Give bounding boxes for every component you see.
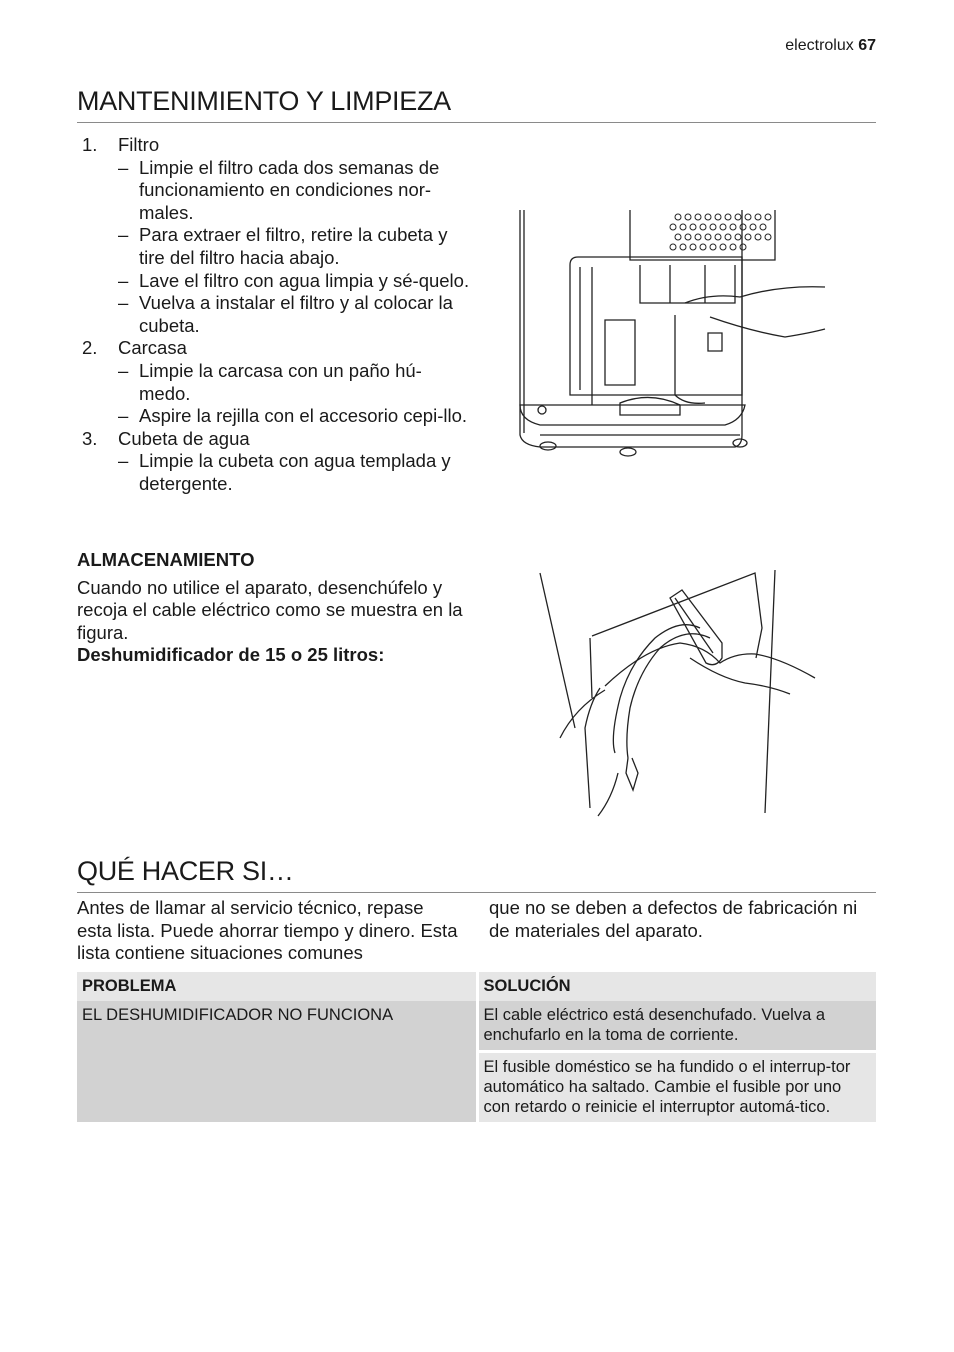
column-header-solution: SOLUCIÓN: [477, 972, 876, 1001]
list-item: – Lave el filtro con agua limpia y sé-quelo.: [118, 269, 470, 291]
bullet-text: Aspire la rejilla con el accesorio cepi-llo.: [139, 405, 468, 427]
bullet-text: Vuelva a instalar el filtro y al colocar la cubeta.: [139, 292, 453, 336]
storage-note: Deshumidificador de 15 o 25 litros:: [77, 644, 385, 666]
item-label: Filtro: [118, 134, 160, 155]
storage-heading: ALMACENAMIENTO: [77, 549, 255, 570]
troubleshooting-table: [77, 972, 876, 1122]
table-row: [77, 1001, 876, 1052]
intro-right: que no se deben a defectos de fabricación ni de materiales del aparato.: [489, 897, 858, 941]
list-item: – Limpie el filtro cada dos semanas de funcionamiento en condiciones nor-males.: [118, 156, 440, 223]
section-divider: [77, 122, 876, 123]
page-number: 67: [858, 37, 876, 54]
table-header-row: [77, 972, 876, 1001]
section-title-maintenance: MANTENIMIENTO Y LIMPIEZA: [77, 86, 451, 116]
list-item: – Limpie la cubeta con agua templada y detergente.: [118, 450, 451, 494]
maintenance-list: [77, 134, 472, 496]
item-number: 1.: [82, 134, 98, 155]
maintenance-item-filter: [77, 134, 472, 337]
bullet-text: Limpie la cubeta con agua templada y detergente.: [139, 450, 451, 494]
problem-cell: EL DESHUMIDIFICADOR NO FUNCIONA: [77, 1001, 477, 1122]
maintenance-item-water-tank: [77, 428, 472, 496]
item-number: 2.: [82, 337, 98, 359]
item-label: Cubeta de agua: [118, 427, 250, 449]
column-header-problem: PROBLEMA: [77, 972, 477, 1001]
list-item: – Limpie la carcasa con un paño hú-medo.: [118, 359, 422, 404]
bullet-text: Lave el filtro con agua limpia y sé-quelo.: [139, 269, 470, 291]
intro-left: Antes de llamar al servicio técnico, repase esta lista. Puede ahorrar tiempo y dinero. Esta lista contiene situaciones comunes: [77, 897, 458, 964]
filter-removal-illustration: [510, 205, 830, 465]
section-title-troubleshooting: QUÉ HACER SI…: [77, 856, 294, 886]
maintenance-item-housing: [77, 337, 472, 427]
item-label: Carcasa: [118, 337, 187, 359]
bullet-text: Para extraer el filtro, retire la cubeta y tire del filtro hacia abajo.: [139, 224, 448, 268]
cable-storage-illustration: [530, 568, 830, 823]
bullet-text: Limpie la carcasa con un paño hú-medo.: [139, 359, 422, 404]
bullet-text: Limpie el filtro cada dos semanas de funcionamiento en condiciones nor-males.: [139, 156, 440, 223]
item-number: 3.: [82, 427, 98, 449]
storage-text: Cuando no utilice el aparato, desenchúfelo y recoja el cable eléctrico como se muestra en la figura.: [77, 576, 463, 643]
brand-name: electrolux: [785, 37, 854, 54]
page-header: [785, 37, 876, 55]
storage-section: [77, 549, 477, 667]
solution-cell: El cable eléctrico está desenchufado. Vuelva a enchufarlo en la toma de corriente.: [477, 1001, 876, 1052]
list-item: – Para extraer el filtro, retire la cubeta y tire del filtro hacia abajo.: [118, 224, 448, 268]
list-item: – Aspire la rejilla con el accesorio cepi-llo.: [118, 405, 468, 427]
section-divider: [77, 892, 876, 893]
solution-cell: El fusible doméstico se ha fundido o el interrup-tor automático ha saltado. Cambie el fusible por uno con retardo o reinicie el interruptor automá-tico.: [477, 1052, 876, 1123]
list-item: – Vuelva a instalar el filtro y al colocar la cubeta.: [118, 292, 453, 336]
